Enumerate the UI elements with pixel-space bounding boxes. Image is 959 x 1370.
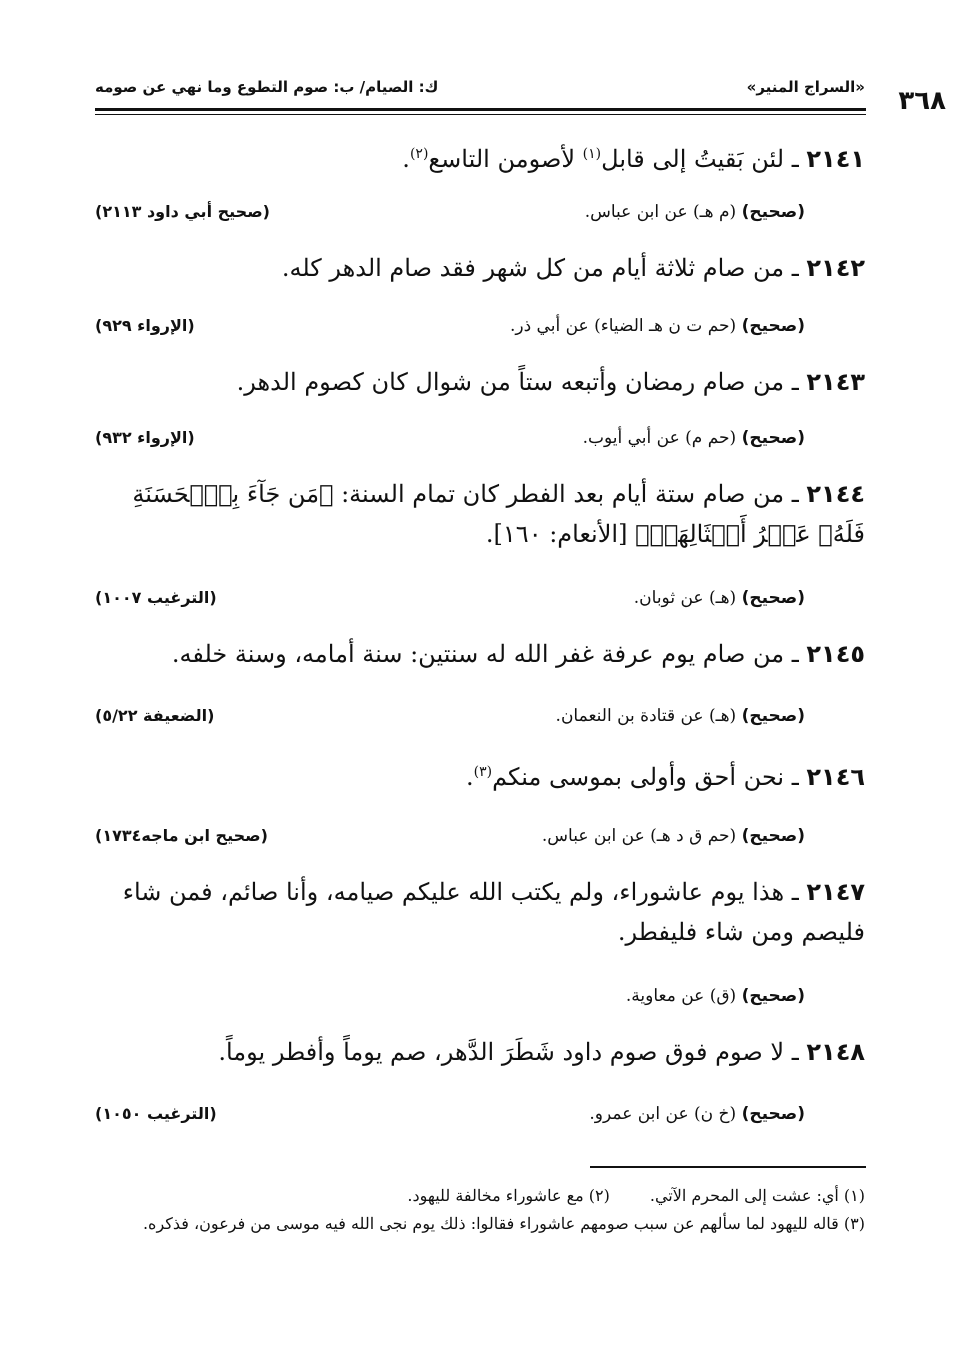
reference: (الترغيب ١٠٥٠) [95, 1104, 217, 1123]
hadith-number: ٢١٤٨ [806, 1038, 865, 1066]
hadith-body: لا صوم فوق صوم داود شَطَرَ الدَّهر، صم يوماً وأفطر يوماً. [218, 1038, 785, 1066]
hadith-text: ٢١٤٤ ـ من صام ستة أيام بعد الفطر كان تمام السنة: ﴿مَن جَآءَ بِٱلۡحَسَنَةِ فَلَهُۥ عَشۡرُ أَمۡثَالِهَاۖ﴾ [الأنعام: ١٦٠]. [132, 480, 865, 548]
grade-label: (صحيح) [741, 706, 805, 726]
hadith-text-part: نحن أحق وأولى بموسى منكم [492, 763, 785, 791]
hadith-number: ٢١٤٧ [806, 878, 865, 906]
hadith-entry [95, 134, 865, 179]
grade-label: (صحيح) [741, 428, 805, 448]
grade-source: (حم ت ن هـ الضياء) عن أبي ذر. [509, 316, 737, 336]
hadith-text: ٢١٤١ ـ لئن بَقيتُ إلى قابل$^{(١)}$ لأصومن التاسع$^{(٢)}$. [402, 145, 865, 173]
hadith-entry [95, 634, 865, 674]
hadith-number: ٢١٤٣ [806, 368, 865, 396]
footnote-row [95, 1182, 865, 1210]
hadith-entry [95, 1032, 865, 1072]
reference: (الترغيب ١٠٠٧) [95, 588, 217, 607]
hadith-body: من صام رمضان وأتبعه ستاً من شوال كان كصوم الدهر. [236, 368, 785, 396]
grade [556, 706, 805, 726]
hadith-number: ٢١٤٦ [806, 763, 865, 791]
grade-label: (صحيح) [741, 316, 805, 336]
reference: (الإرواء ٩٣٢) [95, 428, 195, 447]
footnote-marker: (٣) [473, 764, 493, 780]
grade-source: (هـ) عن قتادة بن النعمان. [555, 706, 737, 726]
hadith-text-part: لئن بَقيتُ إلى قابل [601, 145, 785, 173]
hadith-number: ٢١٤٢ [806, 254, 865, 282]
hadith-entry [95, 474, 865, 554]
book-title: «السراج المنير» [746, 78, 865, 96]
chapter-title: ك: الصيام/ ب: صوم التطوع وما نهي عن صومه [95, 78, 439, 96]
hadith-text: ٢١٤٢ ـ من صام ثلاثة أيام من كل شهر فقد صام الدهر كله. [281, 254, 865, 282]
hadith-entry [95, 362, 865, 402]
grade [583, 428, 805, 448]
grade-label: (صحيح) [741, 202, 805, 222]
grade-label: (صحيح) [741, 588, 805, 608]
reference: (صحيح ابن ماجه١٧٣٤) [95, 826, 268, 845]
grade-source: (م هـ) عن ابن عباس. [584, 202, 737, 222]
hadith-entry [95, 872, 865, 952]
grade-source: (حم م) عن أبي أيوب. [582, 428, 737, 448]
page-number: ٣٦٨ [898, 86, 946, 116]
grade-source: (حم ق د هـ) عن ابن عباس. [541, 826, 737, 846]
hadith-body: هذا يوم عاشوراء، ولم يكتب الله عليكم صيامه، وأنا صائم، فمن شاء فليصم ومن شاء فليفطر. [122, 878, 865, 946]
hadith-text: ٢١٤٦ ـ نحن أحق وأولى بموسى منكم$^{(٣)}$. [465, 763, 865, 791]
grade-label: (صحيح) [741, 1104, 805, 1124]
hadith-body: من صام ثلاثة أيام من كل شهر فقد صام الدهر كله. [281, 254, 785, 282]
grade-source: (ق) عن معاوية. [625, 986, 737, 1006]
footnote-rule [590, 1166, 866, 1168]
hadith-text: ٢١٤٥ ـ من صام يوم عرفة غفر الله له سنتين: سنة أمامه، وسنة خلفه. [171, 640, 865, 668]
grade [634, 588, 805, 608]
hadith-text-part: لأصومن التاسع [428, 145, 583, 173]
hadith-number: ٢١٤٤ [806, 480, 865, 508]
footnote-marker: (٢) [409, 146, 429, 162]
reference: (الإرواء ٩٢٩) [95, 316, 195, 335]
footnote-marker: (١) [582, 146, 602, 162]
hadith-text: ٢١٤٧ ـ هذا يوم عاشوراء، ولم يكتب الله عليكم صيامه، وأنا صائم، فمن شاء فليصم ومن شاء فليفطر. [122, 878, 865, 946]
header-rule-thick [95, 108, 866, 111]
grade-source: (خ ن) عن ابن عمرو. [589, 1104, 737, 1124]
grade [585, 202, 805, 222]
hadith-text: ٢١٤٣ ـ من صام رمضان وأتبعه ستاً من شوال كان كصوم الدهر. [236, 368, 865, 396]
grade [542, 826, 805, 846]
grade [626, 986, 805, 1006]
grade-source: (هـ) عن ثوبان. [633, 588, 737, 608]
hadith-body: من صام ستة أيام بعد الفطر كان تمام السنة: ﴿مَن جَآءَ بِٱلۡحَسَنَةِ فَلَهُۥ عَشۡرُ أَمۡثَالِهَاۖ﴾ [الأنعام: ١٦٠]. [132, 480, 865, 548]
hadith-text-part: . [402, 145, 410, 173]
footnote-2: (٢) مع عاشوراء مخالفة لليهود. [407, 1186, 610, 1205]
grade-label: (صحيح) [741, 826, 805, 846]
hadith-number: ٢١٤٥ [806, 640, 865, 668]
hadith-number: ٢١٤١ [806, 145, 865, 173]
hadith-body: من صام يوم عرفة غفر الله له سنتين: سنة أمامه، وسنة خلفه. [171, 640, 785, 668]
running-header [95, 72, 865, 102]
hadith-text-part: . [465, 763, 474, 791]
hadith-text: ٢١٤٨ ـ لا صوم فوق صوم داود شَطَرَ الدَّهر، صم يوماً وأفطر يوماً. [218, 1038, 865, 1066]
footnotes [95, 1182, 865, 1238]
hadith-entry [95, 752, 865, 797]
grade [510, 316, 805, 336]
footnote-3: (٣) قاله لليهود لما سألهم عن سبب صومهم عاشوراء فقالوا: ذلك يوم نجى الله فيه موسى من فرعون، فذكره. [142, 1214, 865, 1233]
grade-label: (صحيح) [741, 986, 805, 1006]
reference: (الضعيفة ٥/٢٢) [95, 706, 215, 725]
header-rule-thin [95, 114, 866, 115]
grade [589, 1104, 805, 1124]
footnote-1: (١) أي: عشت إلى المحرم الآتي. [649, 1186, 865, 1205]
reference: (صحيح أبي داود ٢١١٣) [95, 202, 270, 221]
hadith-entry [95, 248, 865, 288]
